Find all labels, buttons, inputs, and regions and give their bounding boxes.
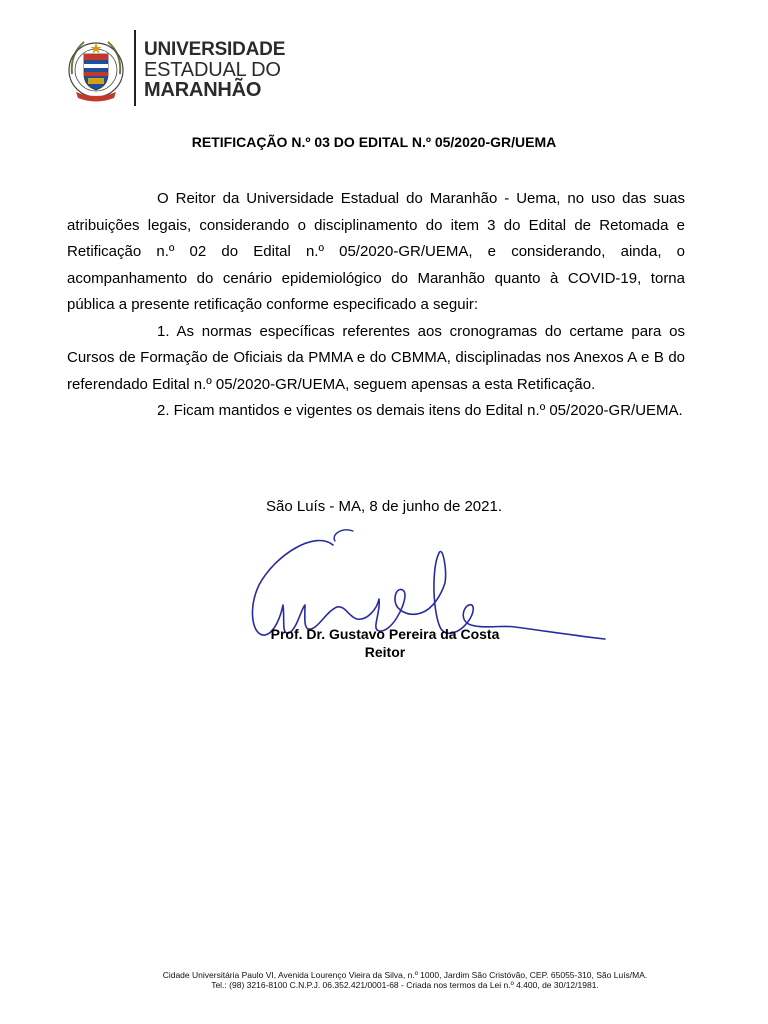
university-logo bbox=[64, 30, 284, 110]
logo-divider bbox=[134, 30, 136, 106]
footer-address: Cidade Universitária Paulo VI, Avenida Lourenço Vieira da Silva, n.º 1000, Jardim São Cristóvão, CEP. 65055-310, São Luís/MA. bbox=[162, 970, 648, 980]
signatory-name: Prof. Dr. Gustavo Pereira da Costa bbox=[270, 626, 500, 642]
signatory-block bbox=[230, 625, 540, 661]
page-footer bbox=[0, 970, 768, 990]
university-seal-icon bbox=[64, 34, 128, 106]
paragraph-intro: O Reitor da Universidade Estadual do Maranhão - Uema, no uso das suas atribuições legais, considerando o disciplinamento do item 3 do Edital de Retomada e Retificação n.º 02 do Edital n.º 05/2020-GR/UEMA, e considerando, ainda, o acompanhamento do cenário epidemiológico do Maranhão quanto à COVID-19, torna pública a presente retificação conforme especificado a seguir: bbox=[67, 190, 685, 313]
logo-line-2: ESTADUAL DO bbox=[144, 59, 281, 81]
signatory-role: Reitor bbox=[364, 644, 406, 660]
document-body bbox=[67, 186, 685, 425]
university-wordmark bbox=[144, 40, 285, 100]
logo-line-3: MARANHÃO bbox=[144, 79, 262, 101]
document-title: RETIFICAÇÃO N.º 03 DO EDITAL N.º 05/2020-GR/UEMA bbox=[191, 134, 557, 150]
logo-line-1: UNIVERSIDADE bbox=[144, 39, 286, 60]
paragraph-item-2: 2. Ficam mantidos e vigentes os demais itens do Edital n.º 05/2020-GR/UEMA. bbox=[157, 402, 683, 419]
footer-contact: Tel.: (98) 3216-8100 C.N.P.J. 06.352.421/0001-68 - Criada nos termos da Lei n.º 4.400, de 30/12/1981. bbox=[211, 980, 599, 990]
paragraph-item-1: 1. As normas específicas referentes aos cronogramas do certame para os Cursos de Formação de Oficiais da PMMA e do CBMMA, disciplinadas nos Anexos A e B do referendado Edital n.º 05/2020-GR/UEMA, seguem apensas a esta Retificação. bbox=[67, 322, 685, 393]
place-date: São Luís - MA, 8 de junho de 2021. bbox=[266, 498, 502, 515]
